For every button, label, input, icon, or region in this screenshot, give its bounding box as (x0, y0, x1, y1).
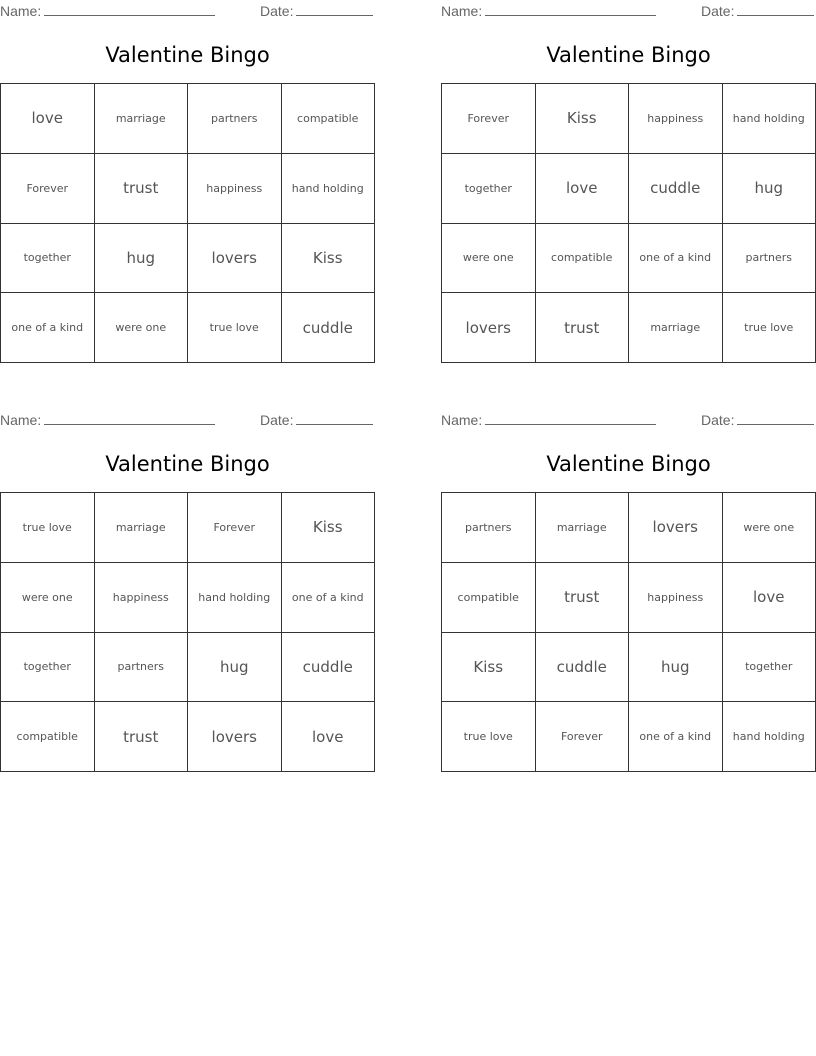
bingo-cell[interactable]: true love (723, 293, 816, 363)
date-blank-line[interactable] (296, 2, 373, 16)
name-date-line (441, 2, 816, 20)
bingo-cell[interactable]: Forever (188, 493, 282, 563)
bingo-card-1 (0, 0, 375, 360)
bingo-cell[interactable]: together (723, 633, 816, 703)
bingo-grid (0, 83, 375, 363)
bingo-cell[interactable]: compatible (1, 702, 95, 772)
date-label: Date: (260, 3, 294, 19)
bingo-cell[interactable]: cuddle (282, 633, 376, 703)
bingo-cell[interactable]: one of a kind (629, 702, 723, 772)
bingo-cell[interactable]: were one (723, 493, 816, 563)
bingo-cell[interactable]: hand holding (282, 154, 376, 224)
bingo-cell[interactable]: hand holding (188, 563, 282, 633)
name-field[interactable] (0, 2, 215, 19)
bingo-cell[interactable]: trust (95, 702, 189, 772)
date-field[interactable] (260, 2, 373, 19)
bingo-cell[interactable]: Forever (536, 702, 630, 772)
bingo-cell[interactable]: hug (188, 633, 282, 703)
card-title: Valentine Bingo (546, 452, 711, 476)
bingo-cell[interactable]: partners (188, 84, 282, 154)
date-blank-line[interactable] (737, 411, 814, 425)
date-field[interactable] (260, 411, 373, 428)
bingo-grid (0, 492, 375, 772)
bingo-cell[interactable]: compatible (282, 84, 376, 154)
date-blank-line[interactable] (296, 411, 373, 425)
bingo-cell[interactable]: lovers (629, 493, 723, 563)
bingo-cell[interactable]: marriage (629, 293, 723, 363)
bingo-cell[interactable]: trust (536, 293, 630, 363)
bingo-cell[interactable]: lovers (188, 702, 282, 772)
bingo-cell[interactable]: together (1, 224, 95, 294)
bingo-cell[interactable]: happiness (188, 154, 282, 224)
name-date-line (441, 411, 816, 429)
bingo-cell[interactable]: hand holding (723, 702, 816, 772)
bingo-cell[interactable]: compatible (442, 563, 536, 633)
bingo-cell[interactable]: partners (95, 633, 189, 703)
bingo-card-2 (441, 0, 816, 360)
bingo-cell[interactable]: hug (629, 633, 723, 703)
name-blank-line[interactable] (44, 2, 215, 16)
bingo-cell[interactable]: love (1, 84, 95, 154)
bingo-cell[interactable]: trust (95, 154, 189, 224)
name-blank-line[interactable] (485, 2, 656, 16)
bingo-cell[interactable]: true love (188, 293, 282, 363)
bingo-card-4 (441, 409, 816, 769)
bingo-cell[interactable]: happiness (95, 563, 189, 633)
bingo-cell[interactable]: partners (723, 224, 816, 294)
bingo-cell[interactable]: love (536, 154, 630, 224)
bingo-cell[interactable]: Forever (1, 154, 95, 224)
bingo-cell[interactable]: Kiss (536, 84, 630, 154)
name-blank-line[interactable] (44, 411, 215, 425)
card-title: Valentine Bingo (105, 43, 270, 67)
bingo-cell[interactable]: lovers (442, 293, 536, 363)
bingo-cell[interactable]: Kiss (442, 633, 536, 703)
bingo-cell[interactable]: were one (1, 563, 95, 633)
name-field[interactable] (441, 2, 656, 19)
bingo-cell[interactable]: happiness (629, 84, 723, 154)
name-date-line (0, 2, 375, 20)
name-label: Name: (0, 412, 42, 428)
bingo-cell[interactable]: together (442, 154, 536, 224)
bingo-cell[interactable]: cuddle (282, 293, 376, 363)
bingo-card-3 (0, 409, 375, 769)
bingo-cell[interactable]: true love (1, 493, 95, 563)
bingo-cell[interactable]: happiness (629, 563, 723, 633)
bingo-cell[interactable]: hand holding (723, 84, 816, 154)
bingo-grid (441, 83, 816, 363)
bingo-cell[interactable]: love (723, 563, 816, 633)
bingo-cell[interactable]: hug (723, 154, 816, 224)
date-label: Date: (260, 412, 294, 428)
date-field[interactable] (701, 2, 814, 19)
bingo-cell[interactable]: Kiss (282, 493, 376, 563)
name-field[interactable] (0, 411, 215, 428)
bingo-cell[interactable]: one of a kind (1, 293, 95, 363)
bingo-cell[interactable]: trust (536, 563, 630, 633)
bingo-cell[interactable]: were one (442, 224, 536, 294)
bingo-cell[interactable]: true love (442, 702, 536, 772)
bingo-cell[interactable]: Kiss (282, 224, 376, 294)
name-field[interactable] (441, 411, 656, 428)
bingo-grid (441, 492, 816, 772)
date-blank-line[interactable] (737, 2, 814, 16)
name-date-line (0, 411, 375, 429)
card-title: Valentine Bingo (105, 452, 270, 476)
bingo-cell[interactable]: cuddle (629, 154, 723, 224)
bingo-cell[interactable]: marriage (95, 84, 189, 154)
bingo-cell[interactable]: cuddle (536, 633, 630, 703)
date-label: Date: (701, 3, 735, 19)
bingo-cell[interactable]: together (1, 633, 95, 703)
name-blank-line[interactable] (485, 411, 656, 425)
bingo-cell[interactable]: one of a kind (282, 563, 376, 633)
bingo-cell[interactable]: partners (442, 493, 536, 563)
card-title: Valentine Bingo (546, 43, 711, 67)
bingo-cell[interactable]: marriage (536, 493, 630, 563)
bingo-cell[interactable]: compatible (536, 224, 630, 294)
bingo-cell[interactable]: marriage (95, 493, 189, 563)
date-label: Date: (701, 412, 735, 428)
bingo-cell[interactable]: Forever (442, 84, 536, 154)
bingo-cell[interactable]: lovers (188, 224, 282, 294)
name-label: Name: (0, 3, 42, 19)
bingo-cell[interactable]: hug (95, 224, 189, 294)
name-label: Name: (441, 3, 483, 19)
bingo-cell[interactable]: one of a kind (629, 224, 723, 294)
bingo-cell[interactable]: love (282, 702, 376, 772)
name-label: Name: (441, 412, 483, 428)
bingo-cell[interactable]: were one (95, 293, 189, 363)
date-field[interactable] (701, 411, 814, 428)
